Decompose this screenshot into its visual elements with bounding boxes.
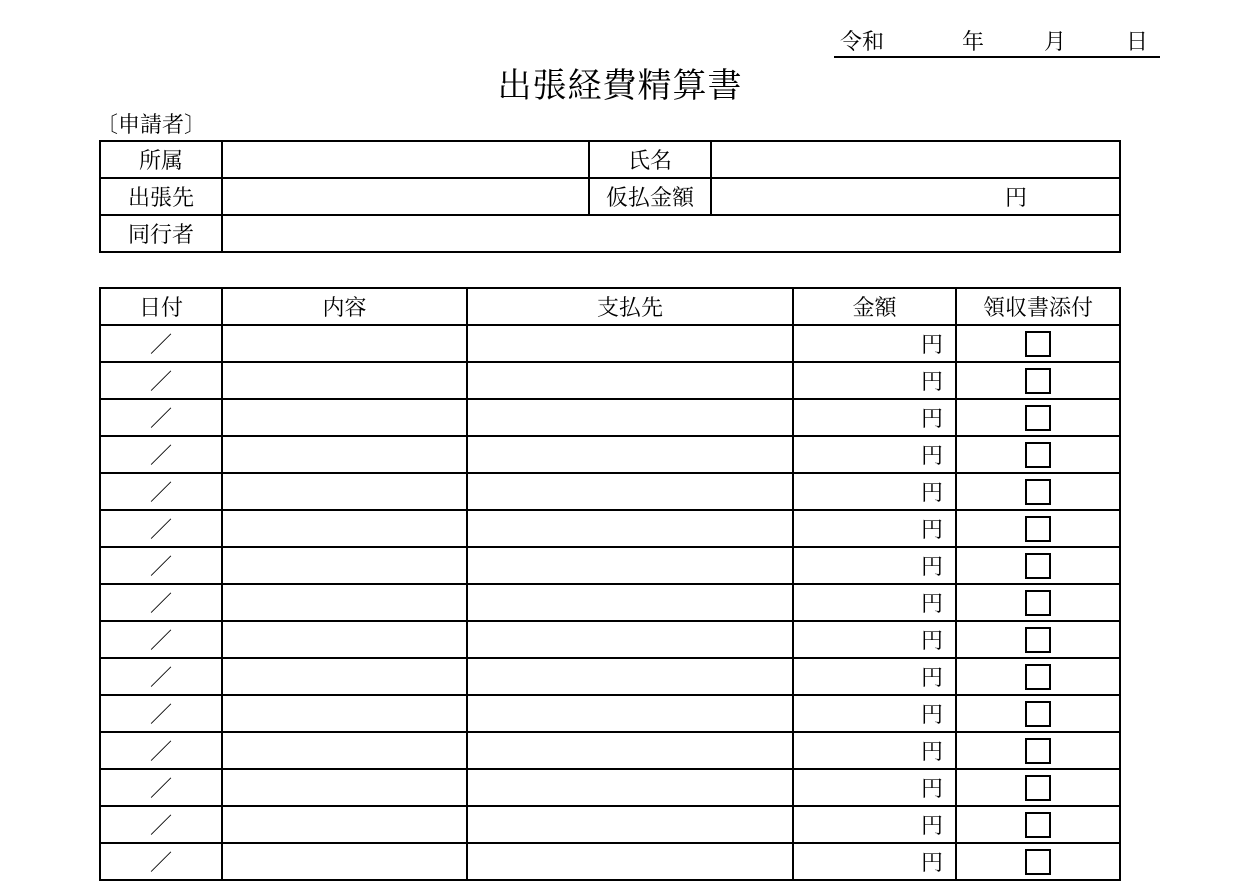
name-label: 氏名	[589, 141, 711, 178]
payee-cell[interactable]	[467, 769, 793, 806]
receipt-cell	[956, 732, 1120, 769]
receipt-checkbox[interactable]	[1025, 590, 1051, 616]
column-header-content: 内容	[222, 288, 467, 325]
companion-field[interactable]	[222, 215, 1120, 252]
date-separator: ／	[149, 407, 172, 432]
destination-field[interactable]	[222, 178, 589, 215]
date-cell[interactable]	[100, 658, 222, 695]
date-separator: ／	[149, 333, 172, 358]
receipt-checkbox[interactable]	[1025, 664, 1051, 690]
amount-cell[interactable]	[793, 843, 956, 880]
receipt-cell	[956, 695, 1120, 732]
amount-cell[interactable]	[793, 399, 956, 436]
payee-cell[interactable]	[467, 362, 793, 399]
payee-cell[interactable]	[467, 658, 793, 695]
receipt-cell	[956, 436, 1120, 473]
name-field[interactable]	[711, 141, 1120, 178]
amount-cell[interactable]	[793, 473, 956, 510]
date-cell[interactable]	[100, 843, 222, 880]
payee-cell[interactable]	[467, 843, 793, 880]
affiliation-label: 所属	[100, 141, 222, 178]
table-row	[100, 621, 1120, 658]
table-row	[100, 695, 1120, 732]
payee-cell[interactable]	[467, 399, 793, 436]
content-cell[interactable]	[222, 843, 467, 880]
table-row	[100, 473, 1120, 510]
payee-cell[interactable]	[467, 806, 793, 843]
content-cell[interactable]	[222, 325, 467, 362]
receipt-cell	[956, 621, 1120, 658]
content-cell[interactable]	[222, 806, 467, 843]
receipt-checkbox[interactable]	[1025, 405, 1051, 431]
destination-label: 出張先	[100, 178, 222, 215]
receipt-checkbox[interactable]	[1025, 331, 1051, 357]
date-separator: ／	[149, 777, 172, 802]
companion-label: 同行者	[100, 215, 222, 252]
receipt-cell	[956, 806, 1120, 843]
date-separator: ／	[149, 555, 172, 580]
content-cell[interactable]	[222, 621, 467, 658]
amount-unit: 円	[920, 481, 943, 506]
amount-unit: 円	[920, 444, 943, 469]
amount-cell[interactable]	[793, 658, 956, 695]
date-cell[interactable]	[100, 510, 222, 547]
amount-cell[interactable]	[793, 732, 956, 769]
content-cell[interactable]	[222, 658, 467, 695]
amount-unit: 円	[920, 629, 943, 654]
amount-unit: 円	[920, 370, 943, 395]
amount-unit: 円	[920, 777, 943, 802]
column-header-receipt: 領収書添付	[956, 288, 1120, 325]
content-cell[interactable]	[222, 436, 467, 473]
date-month-label: 月	[1044, 30, 1067, 55]
payee-cell[interactable]	[467, 473, 793, 510]
content-cell[interactable]	[222, 473, 467, 510]
content-cell[interactable]	[222, 769, 467, 806]
receipt-cell	[956, 584, 1120, 621]
table-row	[100, 769, 1120, 806]
payee-cell[interactable]	[467, 732, 793, 769]
receipt-checkbox[interactable]	[1025, 479, 1051, 505]
content-cell[interactable]	[222, 362, 467, 399]
table-row	[100, 843, 1120, 880]
receipt-checkbox[interactable]	[1025, 442, 1051, 468]
amount-unit: 円	[920, 592, 943, 617]
content-cell[interactable]	[222, 732, 467, 769]
receipt-checkbox[interactable]	[1025, 775, 1051, 801]
date-cell[interactable]	[100, 436, 222, 473]
column-header-payee: 支払先	[467, 288, 793, 325]
receipt-checkbox[interactable]	[1025, 516, 1051, 542]
date-separator: ／	[149, 481, 172, 506]
amount-cell[interactable]	[793, 547, 956, 584]
payee-cell[interactable]	[467, 584, 793, 621]
table-row	[100, 806, 1120, 843]
date-cell[interactable]	[100, 362, 222, 399]
date-era-label: 令和	[840, 30, 885, 55]
date-cell[interactable]	[100, 399, 222, 436]
table-row	[100, 732, 1120, 769]
date-separator: ／	[149, 814, 172, 839]
table-row	[100, 362, 1120, 399]
date-separator: ／	[149, 518, 172, 543]
amount-unit: 円	[920, 814, 943, 839]
amount-unit: 円	[920, 740, 943, 765]
date-separator: ／	[149, 740, 172, 765]
date-cell[interactable]	[100, 695, 222, 732]
date-cell[interactable]	[100, 325, 222, 362]
payee-cell[interactable]	[467, 547, 793, 584]
applicant-info-table	[99, 140, 1121, 253]
date-separator: ／	[149, 370, 172, 395]
receipt-checkbox[interactable]	[1025, 368, 1051, 394]
page-title: 出張経費精算書	[497, 66, 743, 106]
companion-row	[100, 215, 1120, 252]
date-day-label: 日	[1126, 30, 1149, 55]
receipt-cell	[956, 769, 1120, 806]
affiliation-field[interactable]	[222, 141, 589, 178]
receipt-checkbox[interactable]	[1025, 627, 1051, 653]
date-separator: ／	[149, 592, 172, 617]
receipt-cell	[956, 399, 1120, 436]
content-cell[interactable]	[222, 695, 467, 732]
receipt-cell	[956, 658, 1120, 695]
expense-items-table	[99, 287, 1121, 881]
date-separator: ／	[149, 703, 172, 728]
payee-cell[interactable]	[467, 510, 793, 547]
content-cell[interactable]	[222, 399, 467, 436]
amount-cell[interactable]	[793, 621, 956, 658]
amount-cell[interactable]	[793, 436, 956, 473]
advance-amount-field[interactable]	[711, 178, 1120, 215]
date-cell[interactable]	[100, 806, 222, 843]
receipt-cell	[956, 547, 1120, 584]
amount-cell[interactable]	[793, 695, 956, 732]
amount-cell[interactable]	[793, 769, 956, 806]
advance-amount-unit: 円	[1004, 186, 1027, 211]
receipt-cell	[956, 510, 1120, 547]
date-line[interactable]	[834, 22, 1160, 58]
date-separator: ／	[149, 629, 172, 654]
table-row	[100, 399, 1120, 436]
table-row	[100, 547, 1120, 584]
amount-unit: 円	[920, 703, 943, 728]
receipt-cell	[956, 325, 1120, 362]
amount-cell[interactable]	[793, 510, 956, 547]
receipt-checkbox[interactable]	[1025, 812, 1051, 838]
amount-unit: 円	[920, 851, 943, 876]
advance-amount-label: 仮払金額	[589, 178, 711, 215]
date-cell[interactable]	[100, 584, 222, 621]
table-row	[100, 510, 1120, 547]
date-cell[interactable]	[100, 732, 222, 769]
receipt-checkbox[interactable]	[1025, 701, 1051, 727]
date-cell[interactable]	[100, 473, 222, 510]
receipt-checkbox[interactable]	[1025, 849, 1051, 875]
date-cell[interactable]	[100, 621, 222, 658]
receipt-cell	[956, 362, 1120, 399]
amount-unit: 円	[920, 407, 943, 432]
payee-cell[interactable]	[467, 436, 793, 473]
payee-cell[interactable]	[467, 695, 793, 732]
payee-cell[interactable]	[467, 325, 793, 362]
table-row	[100, 658, 1120, 695]
amount-cell[interactable]	[793, 362, 956, 399]
receipt-checkbox[interactable]	[1025, 738, 1051, 764]
date-year-label: 年	[962, 30, 985, 55]
receipt-cell	[956, 843, 1120, 880]
content-cell[interactable]	[222, 510, 467, 547]
date-separator: ／	[149, 666, 172, 691]
amount-unit: 円	[920, 333, 943, 358]
column-header-amount: 金額	[793, 288, 956, 325]
destination-row	[100, 178, 1120, 215]
table-row	[100, 584, 1120, 621]
receipt-checkbox[interactable]	[1025, 553, 1051, 579]
content-cell[interactable]	[222, 547, 467, 584]
column-header-date: 日付	[100, 288, 222, 325]
content-cell[interactable]	[222, 584, 467, 621]
amount-cell[interactable]	[793, 806, 956, 843]
applicant-section-label: 〔申請者〕	[96, 113, 207, 138]
date-separator: ／	[149, 851, 172, 876]
date-cell[interactable]	[100, 769, 222, 806]
expense-header-row	[100, 288, 1120, 325]
amount-unit: 円	[920, 666, 943, 691]
amount-unit: 円	[920, 555, 943, 580]
table-row	[100, 325, 1120, 362]
payee-cell[interactable]	[467, 621, 793, 658]
amount-unit: 円	[920, 518, 943, 543]
date-separator: ／	[149, 444, 172, 469]
date-cell[interactable]	[100, 547, 222, 584]
amount-cell[interactable]	[793, 325, 956, 362]
table-row	[100, 436, 1120, 473]
affiliation-row	[100, 141, 1120, 178]
receipt-cell	[956, 473, 1120, 510]
amount-cell[interactable]	[793, 584, 956, 621]
